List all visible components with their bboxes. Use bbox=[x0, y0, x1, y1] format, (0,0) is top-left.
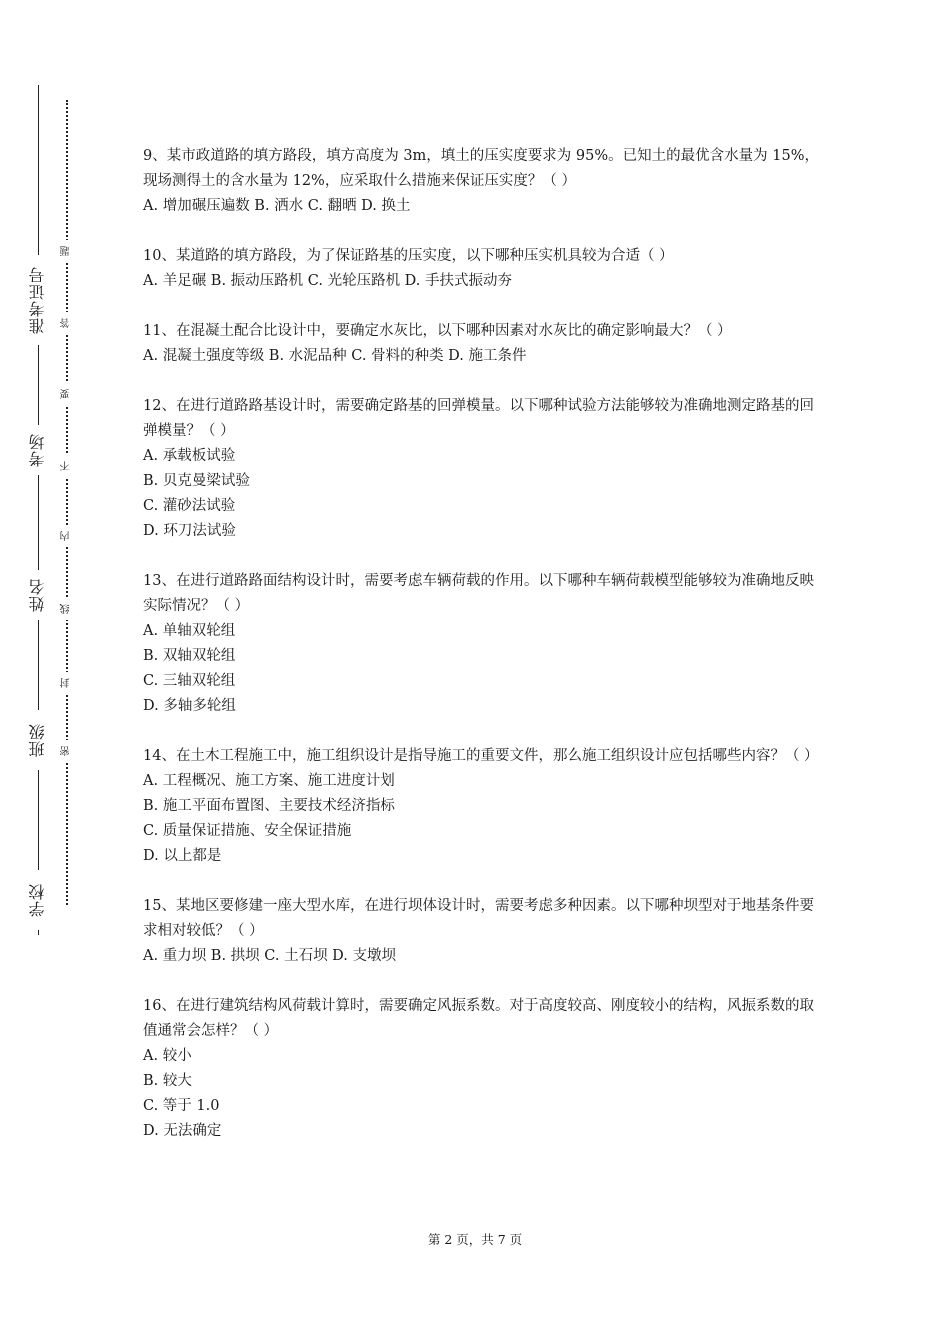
question-10 bbox=[143, 244, 823, 294]
question-stem: 9、某市政道路的填方路段，填方高度为 3m，填土的压实度要求为 95%。已知土的最优含水量为 15%，现场测得土的含水量为 12%，应采取什么措施来保证压实度？（ ） bbox=[143, 148, 819, 189]
question-stem: 13、在进行道路路面结构设计时，需要考虑车辆荷载的作用。以下哪种车辆荷载模型能够较为准确地反映实际情况？（ ） bbox=[143, 573, 814, 614]
question-stem: 11、在混凝土配合比设计中，要确定水灰比，以下哪种因素对水灰比的确定影响最大？（ ） bbox=[143, 323, 732, 339]
field-exam-room: 考场 bbox=[20, 425, 56, 475]
option-b: B. 贝克曼梁试验 bbox=[143, 473, 250, 489]
option-b: B. 较大 bbox=[143, 1073, 192, 1089]
question-14 bbox=[143, 744, 823, 869]
option-c: C. 质量保证措施、安全保证措施 bbox=[143, 823, 352, 839]
note-answer: 答 bbox=[58, 312, 76, 334]
question-stem: 12、在进行道路路基设计时，需要确定路基的回弹模量。以下哪种试验方法能够较为准确地测定路基的回弹模量？（ ） bbox=[143, 398, 814, 439]
field-name: 姓名 bbox=[20, 570, 56, 620]
binding-margin bbox=[0, 0, 100, 1344]
question-stem: 16、在进行建筑结构风荷载计算时，需要确定风振系数。对于高度较高、刚度较小的结构，风振系数的取值通常会怎样？（ ） bbox=[143, 998, 814, 1039]
option-d: D. 多轴多轮组 bbox=[143, 698, 236, 714]
note-line: 线 bbox=[58, 598, 76, 620]
option-c: C. 等于 1.0 bbox=[143, 1098, 220, 1114]
binding-solid-line bbox=[38, 85, 39, 935]
binding-dotted-line bbox=[66, 100, 68, 905]
option-a: A. 工程概况、施工方案、施工进度计划 bbox=[143, 773, 395, 789]
question-options: A. 重力坝 B. 拱坝 C. 土石坝 D. 支墩坝 bbox=[143, 948, 397, 964]
option-d: D. 以上都是 bbox=[143, 848, 222, 864]
note-seal-1: 密 bbox=[58, 740, 76, 762]
note-question: 题 bbox=[58, 240, 76, 262]
option-c: C. 灌砂法试验 bbox=[143, 498, 236, 514]
question-options: A. 混凝土强度等级 B. 水泥品种 C. 骨料的种类 D. 施工条件 bbox=[143, 348, 527, 364]
note-should: 要 bbox=[58, 383, 76, 405]
option-a: A. 承载板试验 bbox=[143, 448, 236, 464]
question-9 bbox=[143, 144, 823, 219]
option-a: A. 较小 bbox=[143, 1048, 192, 1064]
option-d: D. 环刀法试验 bbox=[143, 523, 236, 539]
note-not: 不 bbox=[58, 455, 76, 477]
question-15 bbox=[143, 894, 823, 969]
question-options: A. 羊足碾 B. 振动压路机 C. 光轮压路机 D. 手扶式振动夯 bbox=[143, 273, 513, 289]
question-13 bbox=[143, 569, 823, 719]
option-d: D. 无法确定 bbox=[143, 1123, 222, 1139]
question-list bbox=[143, 144, 823, 1169]
question-11 bbox=[143, 319, 823, 369]
page-number: 第 2 页，共 7 页 bbox=[427, 1232, 523, 1247]
question-stem: 14、在土木工程施工中，施工组织设计是指导施工的重要文件，那么施工组织设计应包括哪些内容？（ ） bbox=[143, 748, 819, 764]
option-a: A. 单轴双轮组 bbox=[143, 623, 236, 639]
field-ticket-number: 准考证号 bbox=[20, 255, 56, 345]
option-b: B. 双轴双轮组 bbox=[143, 648, 236, 664]
field-school: 学校 bbox=[20, 870, 56, 930]
field-class: 班级 bbox=[20, 710, 56, 770]
option-c: C. 三轴双轮组 bbox=[143, 673, 236, 689]
question-16 bbox=[143, 994, 823, 1144]
note-seal-2: 封 bbox=[58, 672, 76, 694]
question-options: A. 增加碾压遍数 B. 洒水 C. 翻晒 D. 换土 bbox=[143, 198, 411, 214]
question-stem: 15、某地区要修建一座大型水库，在进行坝体设计时，需要考虑多种因素。以下哪种坝型对于地基条件要求相对较低？（ ） bbox=[143, 898, 814, 939]
option-b: B. 施工平面布置图、主要技术经济指标 bbox=[143, 798, 395, 814]
question-12 bbox=[143, 394, 823, 544]
note-inside: 内 bbox=[58, 525, 76, 547]
question-stem: 10、某道路的填方路段，为了保证路基的压实度，以下哪种压实机具较为合适（ ） bbox=[143, 248, 674, 264]
